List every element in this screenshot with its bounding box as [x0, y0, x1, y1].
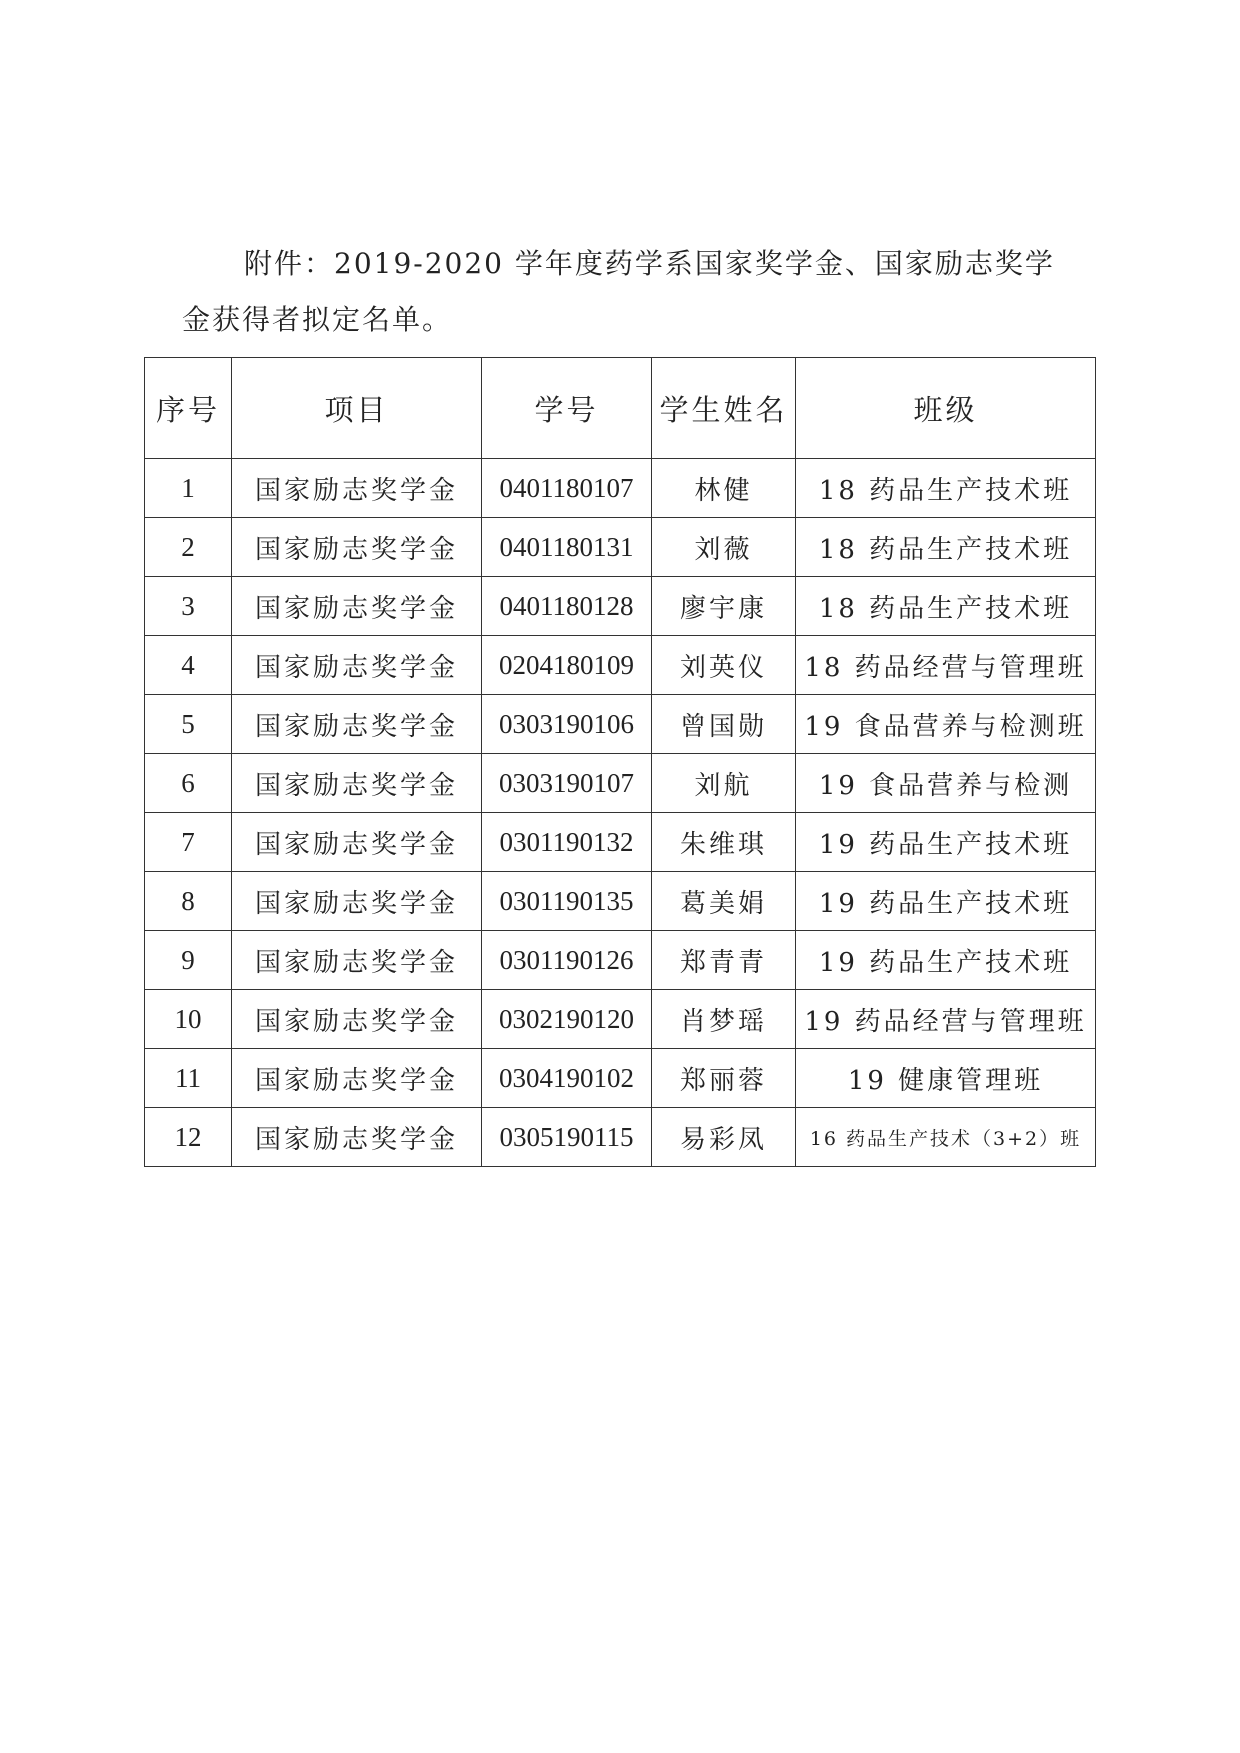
table-row — [145, 577, 1096, 636]
row-item: 国家励志奖学金 — [232, 695, 482, 754]
row-student-name: 朱维琪 — [652, 813, 796, 872]
table-row — [145, 695, 1096, 754]
table-row — [145, 1108, 1096, 1167]
header-class: 班级 — [796, 358, 1096, 459]
row-student-name: 刘英仪 — [652, 636, 796, 695]
header-student-name: 学生姓名 — [652, 358, 796, 459]
row-no: 8 — [145, 872, 232, 931]
row-no: 10 — [145, 990, 232, 1049]
row-item: 国家励志奖学金 — [232, 813, 482, 872]
row-student-id: 0301190132 — [482, 813, 652, 872]
row-class: 19 食品营养与检测班 — [796, 695, 1096, 754]
header-student-id: 学号 — [482, 358, 652, 459]
row-no: 11 — [145, 1049, 232, 1108]
row-item: 国家励志奖学金 — [232, 872, 482, 931]
table-row — [145, 1049, 1096, 1108]
scholarship-table — [144, 357, 1096, 1167]
table-row — [145, 872, 1096, 931]
row-student-name: 刘航 — [652, 754, 796, 813]
row-no: 2 — [145, 518, 232, 577]
table-row — [145, 636, 1096, 695]
row-no: 6 — [145, 754, 232, 813]
table-row — [145, 754, 1096, 813]
row-student-id: 0305190115 — [482, 1108, 652, 1167]
row-student-name: 林健 — [652, 459, 796, 518]
row-student-id: 0303190106 — [482, 695, 652, 754]
row-item: 国家励志奖学金 — [232, 1108, 482, 1167]
row-item: 国家励志奖学金 — [232, 636, 482, 695]
row-student-name: 郑青青 — [652, 931, 796, 990]
row-student-id: 0301190135 — [482, 872, 652, 931]
row-student-id: 0304190102 — [482, 1049, 652, 1108]
row-class: 19 药品经营与管理班 — [796, 990, 1096, 1049]
row-no: 1 — [145, 459, 232, 518]
row-student-name: 肖梦瑶 — [652, 990, 796, 1049]
row-item: 国家励志奖学金 — [232, 459, 482, 518]
row-class: 19 健康管理班 — [796, 1049, 1096, 1108]
table-row — [145, 813, 1096, 872]
row-class: 19 药品生产技术班 — [796, 931, 1096, 990]
row-student-id: 0301190126 — [482, 931, 652, 990]
row-class: 19 药品生产技术班 — [796, 872, 1096, 931]
row-student-id: 0204180109 — [482, 636, 652, 695]
row-student-id: 0401180128 — [482, 577, 652, 636]
row-item: 国家励志奖学金 — [232, 754, 482, 813]
row-item: 国家励志奖学金 — [232, 931, 482, 990]
row-student-id: 0401180131 — [482, 518, 652, 577]
header-no: 序号 — [145, 358, 232, 459]
table-header-row — [145, 358, 1096, 459]
row-student-id: 0303190107 — [482, 754, 652, 813]
row-class: 16 药品生产技术（3+2）班 — [796, 1108, 1096, 1167]
table-row — [145, 931, 1096, 990]
row-student-id: 0401180107 — [482, 459, 652, 518]
row-class: 18 药品生产技术班 — [796, 518, 1096, 577]
row-no: 5 — [145, 695, 232, 754]
row-no: 9 — [145, 931, 232, 990]
row-student-name: 曾国勋 — [652, 695, 796, 754]
row-no: 7 — [145, 813, 232, 872]
row-student-name: 葛美娟 — [652, 872, 796, 931]
row-class: 19 药品生产技术班 — [796, 813, 1096, 872]
table-row — [145, 990, 1096, 1049]
row-no: 3 — [145, 577, 232, 636]
row-class: 19 食品营养与检测 — [796, 754, 1096, 813]
row-item: 国家励志奖学金 — [232, 518, 482, 577]
attachment-intro: 附件：2019-2020 学年度药学系国家奖学金、国家励志奖学金获得者拟定名单。 — [182, 247, 1055, 336]
table-row — [145, 518, 1096, 577]
row-class: 18 药品生产技术班 — [796, 459, 1096, 518]
row-student-name: 郑丽蓉 — [652, 1049, 796, 1108]
row-student-name: 廖宇康 — [652, 577, 796, 636]
row-no: 12 — [145, 1108, 232, 1167]
table-row — [145, 459, 1096, 518]
row-item: 国家励志奖学金 — [232, 1049, 482, 1108]
row-class: 18 药品生产技术班 — [796, 577, 1096, 636]
row-item: 国家励志奖学金 — [232, 577, 482, 636]
header-item: 项目 — [232, 358, 482, 459]
row-student-id: 0302190120 — [482, 990, 652, 1049]
row-student-name: 刘薇 — [652, 518, 796, 577]
row-class: 18 药品经营与管理班 — [796, 636, 1096, 695]
row-student-name: 易彩凤 — [652, 1108, 796, 1167]
row-item: 国家励志奖学金 — [232, 990, 482, 1049]
row-no: 4 — [145, 636, 232, 695]
